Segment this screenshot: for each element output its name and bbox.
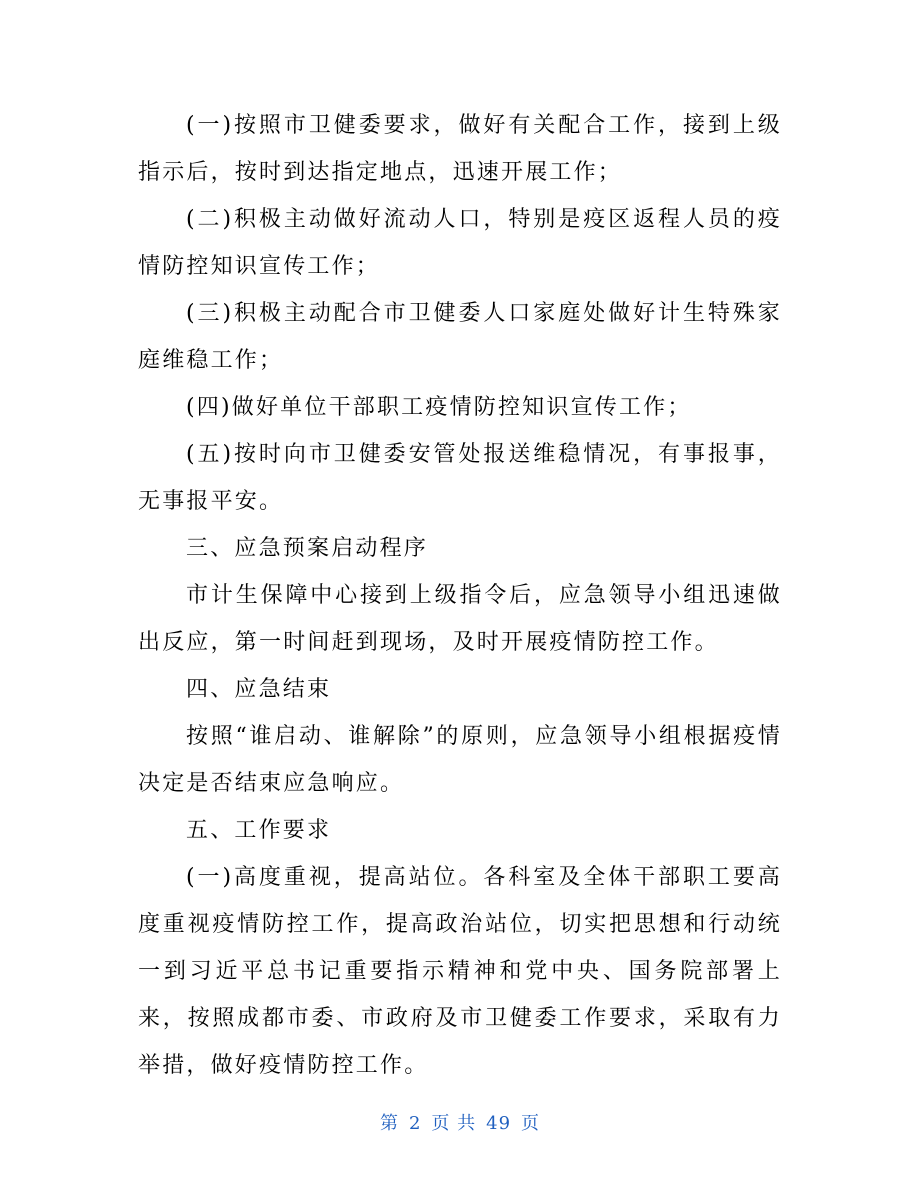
document-body [138, 102, 782, 1089]
page-number-footer [0, 1112, 920, 1136]
paragraph-item-1-1: (一)按照市卫健委要求，做好有关配合工作，接到上级指示后，按时到达指定地点，迅速开展工作； [138, 113, 782, 185]
paragraph-item-1-2: (二)积极主动做好流动人口，特别是疫区返程人员的疫情防控知识宣传工作； [138, 207, 782, 279]
paragraph-item-1-3: (三)积极主动配合市卫健委人口家庭处做好计生特殊家庭维稳工作； [138, 301, 782, 373]
section-heading-4: 四、应急结束 [186, 677, 332, 702]
footer-total-pages: 49 [486, 1113, 512, 1134]
footer-suffix: 页 [521, 1113, 541, 1134]
paragraph-section-3-body: 市计生保障中心接到上级指令后，应急领导小组迅速做出反应，第一时间赶到现场，及时开展疫情防控工作。 [138, 583, 782, 655]
section-heading-5: 五、工作要求 [186, 818, 332, 843]
paragraph-item-5-1: (一)高度重视，提高站位。各科室及全体干部职工要高度重视疫情防控工作，提高政治站位，切实把思想和行动统一到习近平总书记重要指示精神和党中央、国务院部署上来，按照成都市委、市政府及市卫健委工作要求，采取有力举措，做好疫情防控工作。 [138, 865, 782, 1078]
footer-prefix: 第 [379, 1113, 399, 1134]
paragraph-item-1-5: (五)按时向市卫健委安管处报送维稳情况，有事报事，无事报平安。 [138, 442, 782, 514]
footer-current-page: 2 [408, 1113, 422, 1134]
paragraph-section-4-body: 按照“谁启动、谁解除”的原则，应急领导小组根据疫情决定是否结束应急响应。 [138, 724, 782, 796]
paragraph-item-1-4: (四)做好单位干部职工疫情防控知识宣传工作； [186, 395, 692, 420]
footer-middle: 页 共 [431, 1113, 477, 1134]
section-heading-3: 三、应急预案启动程序 [186, 536, 429, 561]
